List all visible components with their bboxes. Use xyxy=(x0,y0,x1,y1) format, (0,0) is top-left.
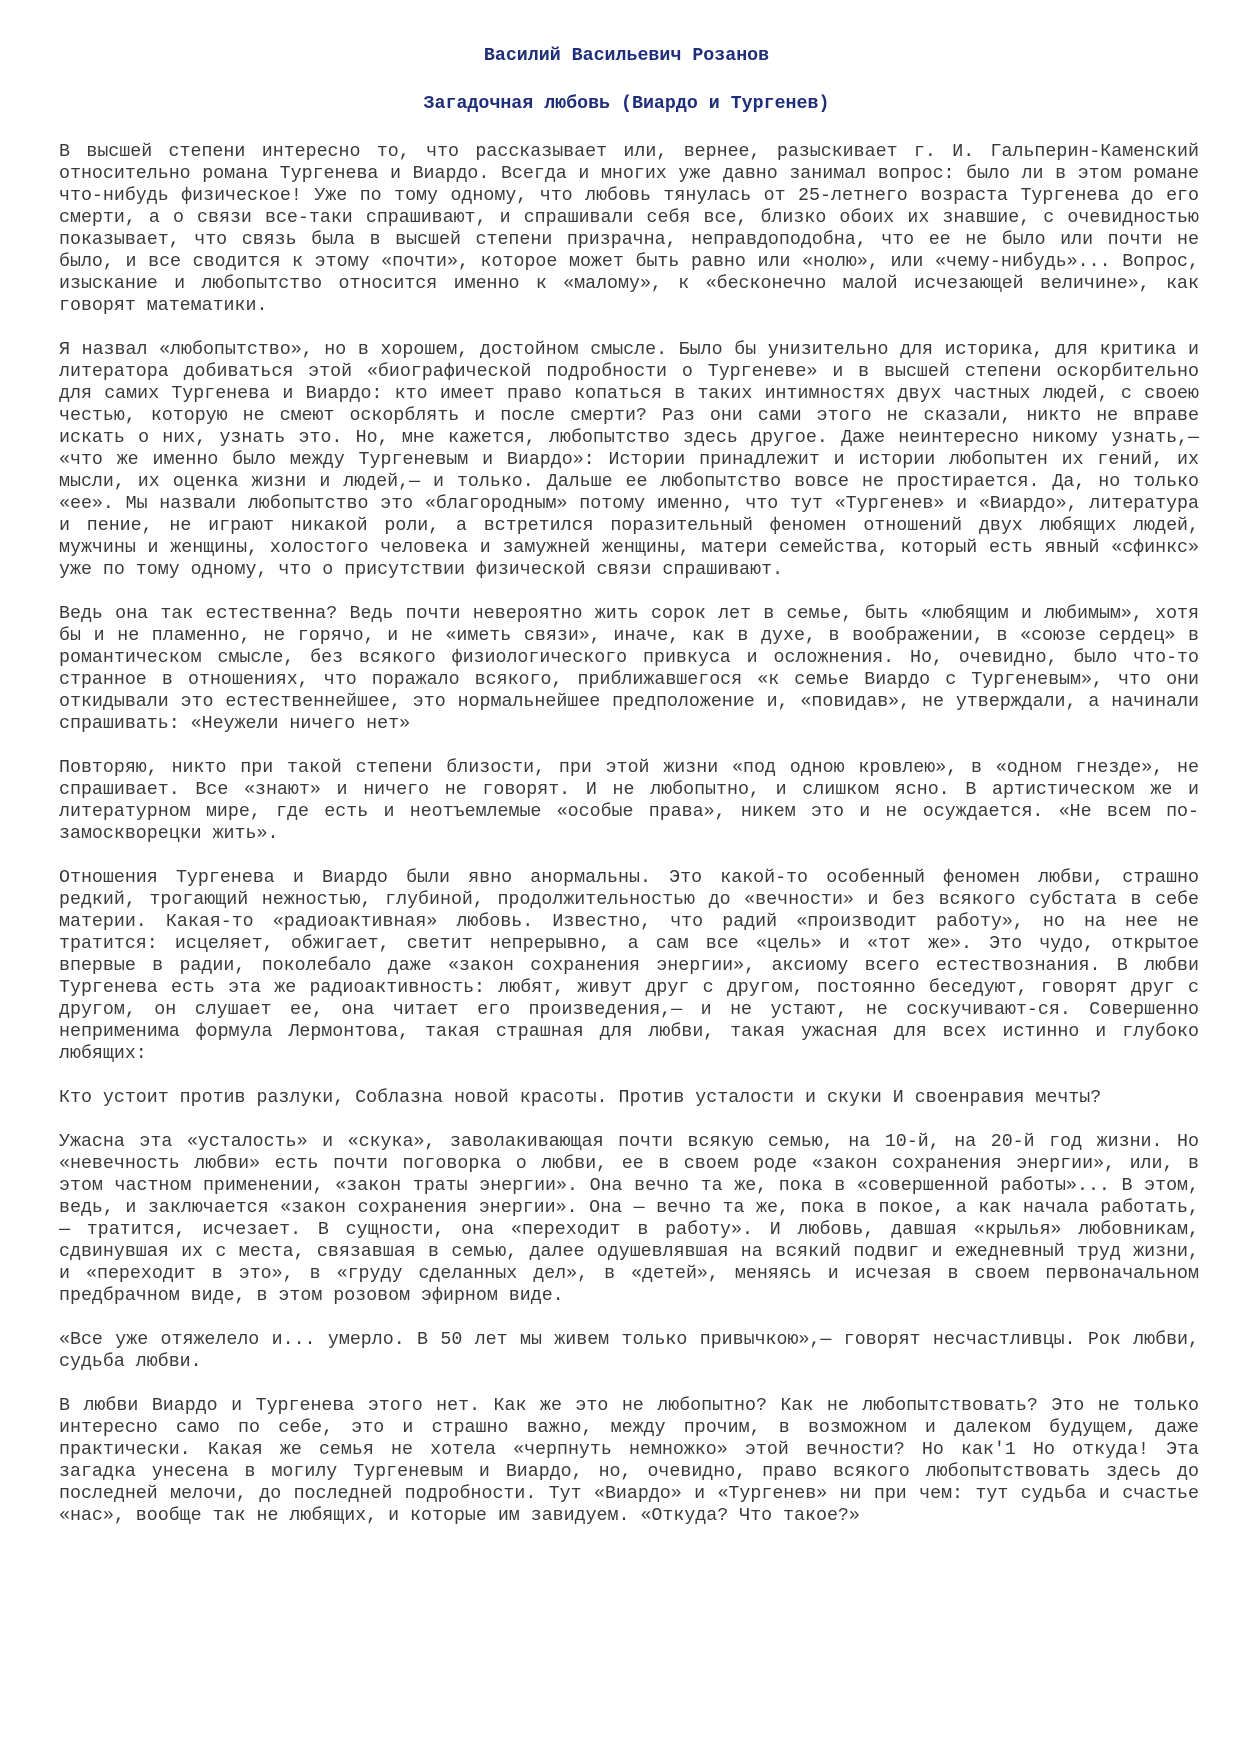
paragraph: Я назвал «любопытство», но в хорошем, достойном смысле. Было бы унизительно для историка, для критика и литератора добиваться этой «биографической подробности о Тургеневе» и в высшей степени оскорбительно для самих Тургенева и Виардо: кто имеет право копаться в таких интимностях двух частных людей, с своею честью, которую не смеют оскорблять и после смерти? Раз они сами этого не сказали, никто не вправе искать о них, узнать это. Но, мне кажется, любопытство здесь другое. Даже неинтересно никому узнать,— «что же именно было между Тургеневым и Виардо»: Истории принадлежит и истории любопытен их гений, их мысли, их оценка жизни и людей,— и только. Дальше ее любопытство вовсе не простирается. Да, но только «ее». Мы назвали любопытство это «благородным» потому именно, что тут «Тургенев» и «Виардо», литература и пение, не играют никакой роли, а встретился поразительный феномен отношений двух любящих людей, мужчины и женщины, холостого человека и замужней женщины, матери семейства, который есть явный «сфинкс» уже по тому одному, что о присутствии физической связи спрашивают. xyxy=(59,340,1199,580)
paragraph: В любви Виардо и Тургенева этого нет. Как же это не любопытно? Как не любопытствовать? Это не только интересно само по себе, это и страшно важно, между прочим, в возможном и далеком будущем, даже практически. Какая же семья не хотела «черпнуть немножко» этой вечности? Но как'1 Но откуда! Эта загадка унесена в могилу Тургеневым и Виардо, но, очевидно, право всякого любопытствовать здесь до последней мелочи, до последней подробности. Тут «Виардо» и «Тургенев» ни при чем: тут судьба и счастье «нас», вообще так не любящих, и которые им завидуем. «Откуда? Что такое?» xyxy=(59,1396,1199,1526)
document-author: Василий Васильевич Розанов xyxy=(483,46,770,66)
paragraph: Отношения Тургенева и Виардо были явно анормальны. Это какой-то особенный феномен любви, страшно редкий, трогающий нежностью, глубиной, продолжительностью до «вечности» и без всякого субстата в себе материи. Какая-то «радиоактивная» любовь. Известно, что радий «производит работу», но на нее не тратится: исцеляет, обжигает, светит непрерывно, а сам все «цель» и «тот же». Это чудо, открытое впервые в радии, поколебало даже «закон сохранения энергии», аксиому всего естествознания. В любви Тургенева есть эта же радиоактивность: любят, живут друг с другом, постоянно беседуют, говорят друг с другом, он слушает ее, она читает его произведения,— и не устают, не соскучивают-ся. Совершенно неприменима формула Лермонтова, такая страшная для любви, такая ужасная для всех истинно и глубоко любящих: xyxy=(59,868,1199,1064)
paragraph: В высшей степени интересно то, что рассказывает или, вернее, разыскивает г. И. Гальперин-Каменский относительно романа Тургенева и Виардо. Всегда и многих уже давно занимал вопрос: было ли в этом романе что-нибудь физическое! Уже по тому одному, что любовь тянулась от 25-летнего возраста Тургенева до его смерти, а о связи все-таки спрашивают, и спрашивали себя все, близко обоих их знавшие, с очевидностью показывает, что связь была в высшей степени призрачна, неправдоподобна, что ее не было или почти не было, и все сводится к этому «почти», которое может быть равно или «нолю», или «чему-нибудь»... Вопрос, изыскание и любопытство относится именно к «малому», к «бесконечно малой исчезающей величине», как говорят математики. xyxy=(59,142,1199,316)
document-body xyxy=(59,141,1199,1527)
document-page xyxy=(59,0,1199,1549)
document-title: Загадочная любовь (Виардо и Тургенев) xyxy=(423,94,830,114)
poem-quote: Кто устоит против разлуки, Соблазна новой красоты. Против усталости и скуки И своенравия мечты? xyxy=(59,1088,1102,1108)
paragraph: Повторяю, никто при такой степени близости, при этой жизни «под одною кровлею», в «одном гнезде», не спрашивает. Все «знают» и ничего не говорят. И не любопытно, и слишком ясно. В артистическом же и литературном мире, где есть и неотъемлемые «особые права», никем это и не осуждается. «Не всем по-замоскворецки жить». xyxy=(59,758,1199,844)
paragraph: Ведь она так естественна? Ведь почти невероятно жить сорок лет в семье, быть «любящим и любимым», хотя бы и не пламенно, не горячо, и не «иметь связи», иначе, как в духе, в воображении, в «союзе сердец» в романтическом смысле, без всякого физиологического привкуса и осложнения. Но, очевидно, было что-то странное в отношениях, что поражало всякого, приближавшегося «к семье Виардо с Тургеневым», что они откидывали это естественнейшее, это нормальнейшее предположение и, «повидав», не утверждали, а начинали спрашивать: «Неужели ничего нет» xyxy=(59,604,1199,734)
paragraph: Ужасна эта «усталость» и «скука», заволакивающая почти всякую семью, на 10-й, на 20-й год жизни. Но «невечность любви» есть почти поговорка о любви, ее в своем роде «закон сохранения энергии», или, в этом частном применении, «закон траты энергии». Она вечно та же, пока в «совершенной работы»... В этом, ведь, и заключается «закон сохранения энергии». Она — вечно та же, пока в покое, а как начала работать,— тратится, исчезает. В сущности, она «переходит в работу». И любовь, давшая «крылья» любовникам, сдвинувшая их с места, связавшая в семью, далее одушевлявшая на всякий подвиг и ежедневный труд жизни, и «переходит в это», в «груду сделанных дел», в «детей», меняясь и исчезая в своем первоначальном предбрачном виде, в этом розовом эфирном виде. xyxy=(59,1132,1199,1306)
paragraph: «Все уже отяжелело и... умерло. В 50 лет мы живем только привычкою»,— говорят несчастливцы. Рок любви, судьба любви. xyxy=(59,1330,1199,1372)
